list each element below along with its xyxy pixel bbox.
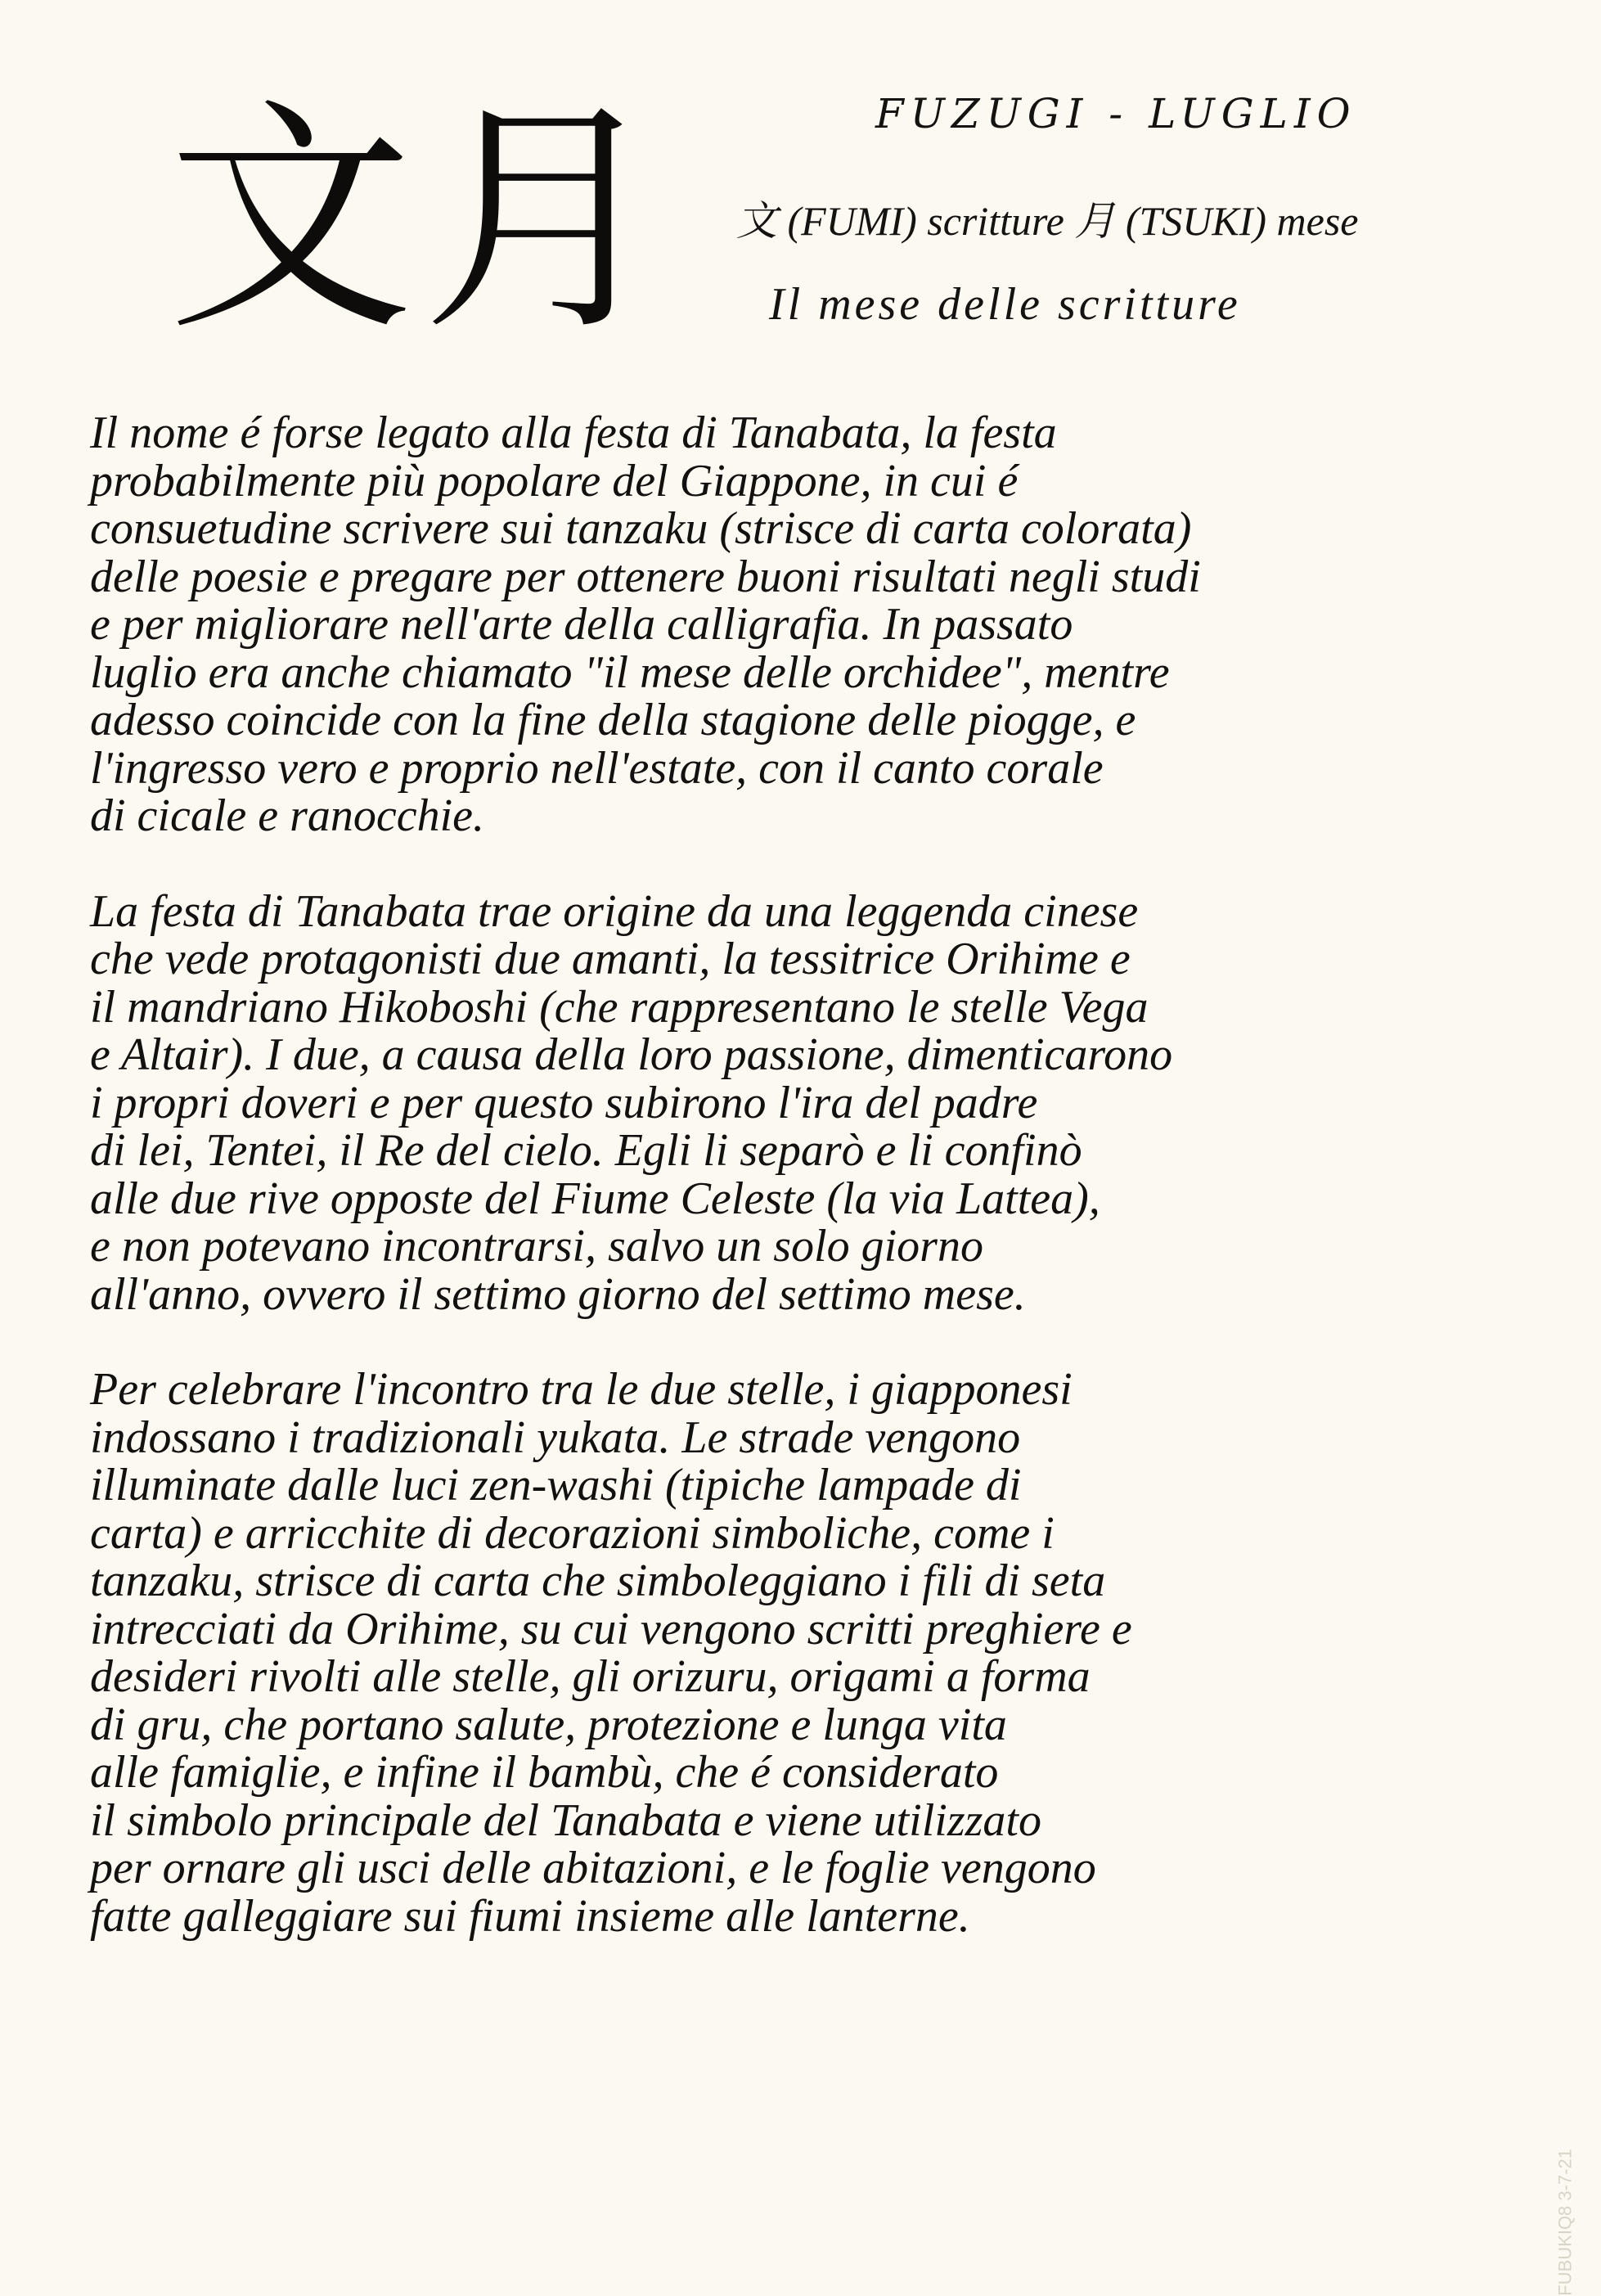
heading-subtitle: Il mese delle scritture [769, 279, 1241, 330]
text-line: adesso coincide con la fine della stagione delle piogge, e [90, 695, 1136, 745]
heading-etymology: 文 (FUMI) scritture 月 (TSUKI) mese [736, 198, 1359, 244]
corner-pencil-note: FUBUKIQ8 3-7-21 [1555, 2149, 1576, 2296]
text-line: indossano i tradizionali yukata. Le strade vengono [90, 1411, 1021, 1463]
text-line: di gru, che portano salute, protezione e lunga vita [90, 1699, 1007, 1750]
text-line: consuetudine scrivere sui tanzaku (strisce di carta colorata) [90, 503, 1192, 554]
text-line: di lei, Tentei, il Re del cielo. Egli li separò e li confinò [90, 1125, 1082, 1176]
paragraph [90, 1366, 1530, 1940]
text-line: il mandriano Hikoboshi (che rappresentano le stelle Vega [90, 981, 1149, 1033]
text-line: probabilmente più popolare del Giappone, in cui é [90, 455, 1019, 506]
text-line: intrecciati da Orihime, su cui vengono scritti preghiere e [90, 1603, 1132, 1654]
heading-title: FUZUGI - LUGLIO [875, 90, 1357, 137]
text-line: alle due rive opposte del Fiume Celeste (la via Lattea), [90, 1173, 1100, 1224]
text-line: i propri doveri e per questo subirono l'ira del padre [90, 1077, 1038, 1128]
text-line: e non potevano incontrarsi, salvo un solo giorno [90, 1221, 983, 1272]
text-line: delle poesie e pregare per ottenere buoni risultati negli studi [90, 551, 1201, 602]
text-line: all'anno, ovvero il settimo giorno del settimo mese. [90, 1268, 1026, 1320]
paragraph [90, 885, 1530, 1320]
text-line: e Altair). I due, a causa della loro passione, dimenticarono [90, 1029, 1173, 1080]
text-line: per ornare gli usci delle abitazioni, e le foglie vengono [90, 1843, 1096, 1893]
text-line: La festa di Tanabata trae origine da una leggenda cinese [90, 885, 1139, 937]
paragraph [90, 409, 1530, 840]
text-line: l'ingresso vero e proprio nell'estate, con il canto corale [90, 742, 1104, 794]
text-line: tanzaku, strisce di carta che simboleggiano i fili di seta [90, 1555, 1106, 1606]
text-line: Per celebrare l'incontro tra le due stelle, i giapponesi [90, 1364, 1073, 1415]
text-line: luglio era anche chiamato "il mese delle orchidee", mentre [90, 646, 1170, 698]
body-text [90, 409, 1530, 1940]
text-line: e per migliorare nell'arte della calligrafia. In passato [90, 599, 1073, 650]
text-line: il simbolo principale del Tanabata e viene utilizzato [90, 1794, 1041, 1846]
text-line: carta) e arricchite di decorazioni simboliche, come i [90, 1507, 1055, 1559]
text-line: fatte galleggiare sui fiumi insieme alle lanterne. [90, 1890, 970, 1942]
kanji-title: 文月 [168, 78, 675, 363]
text-line: Il nome é forse legato alla festa di Tanabata, la festa [90, 407, 1057, 458]
text-line: desideri rivolti alle stelle, gli orizuru, origami a forma [90, 1651, 1091, 1702]
text-line: di cicale e ranocchie. [90, 790, 485, 841]
text-line: che vede protagonisti due amanti, la tessitrice Orihime e [90, 934, 1131, 984]
text-line: illuminate dalle luci zen-washi (tipiche lampade di [90, 1460, 1022, 1510]
text-line: alle famiglie, e infine il bambù, che é considerato [90, 1747, 999, 1798]
